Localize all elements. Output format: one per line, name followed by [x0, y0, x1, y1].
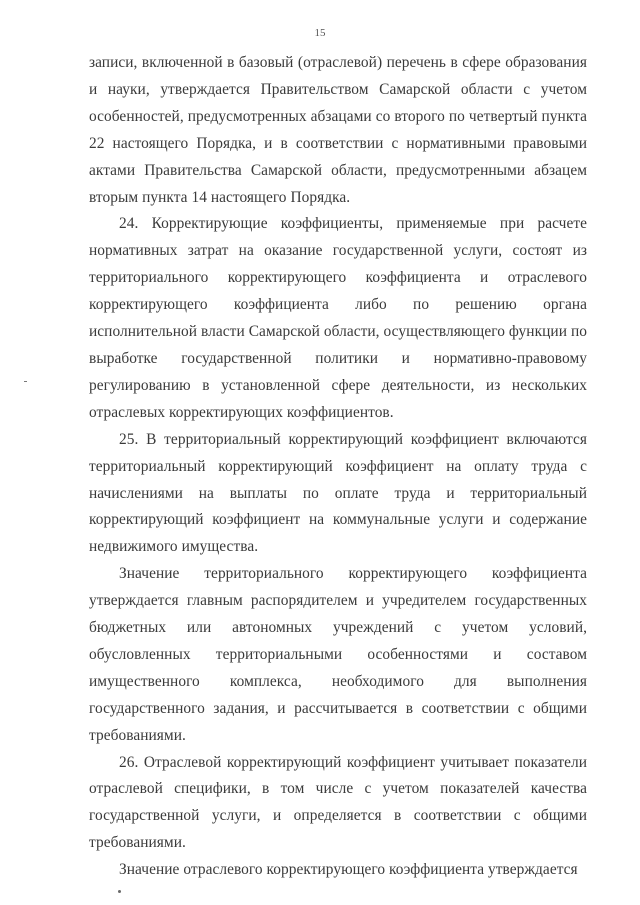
paragraph-continuation: записи, включенной в базовый (отраслевой) перечень в сфере образования и науки, утверждается Правительством Самарской области с учетом особенностей, предусмотренных абзацами со второго по четвертый пункта 22 настоящего Порядка, и в соответствии с нормативными правовыми актами Правительства Самарской области, предусмотренными абзацем вторым пункта 14 настоящего Порядка. — [89, 54, 587, 206]
paragraph-item-25: 25. В территориальный корректирующий коэффициент включаются территориальный корректирующий коэффициент на оплату труда с начислениями на выплаты по оплате труда и территориальный корректирующий коэффициент на коммунальные услуги и содержание недвижимого имущества. — [89, 430, 587, 556]
page-number: 15 — [314, 27, 326, 39]
paragraph-territorial-value: Значение территориального корректирующего коэффициента утверждается главным распорядителем и учредителем государственных бюджетных или автономных учреждений с учетом условий, обусловленных территориальными особенностями и составом имущественного комплекса, необходимого для выполнения государственного задания, и рассчитывается в соответствии с общими требованиями. — [89, 565, 587, 744]
document-body — [89, 50, 587, 884]
paragraph-item-24: 24. Корректирующие коэффициенты, применяемые при расчете нормативных затрат на оказание государственной услуги, состоят из территориального корректирующего коэффициента и отраслевого корректирующего коэффициента либо по решению органа исполнительной власти Самарской области, осуществляющего функции по выработке государственной политики и нормативно-правовому регулированию в установленной сфере деятельности, из нескольких отраслевых корректирующих коэффициентов. — [89, 215, 587, 421]
paragraph-sectoral-value: Значение отраслевого корректирующего коэффициента утверждается — [119, 861, 578, 879]
margin-mark — [24, 381, 27, 382]
scan-mark — [118, 890, 121, 893]
paragraph-item-26: 26. Отраслевой корректирующий коэффициент учитывает показатели отраслевой специфики, в том числе с учетом показателей качества государственной услуги, и определяется в соответствии с общими требованиями. — [89, 753, 587, 852]
